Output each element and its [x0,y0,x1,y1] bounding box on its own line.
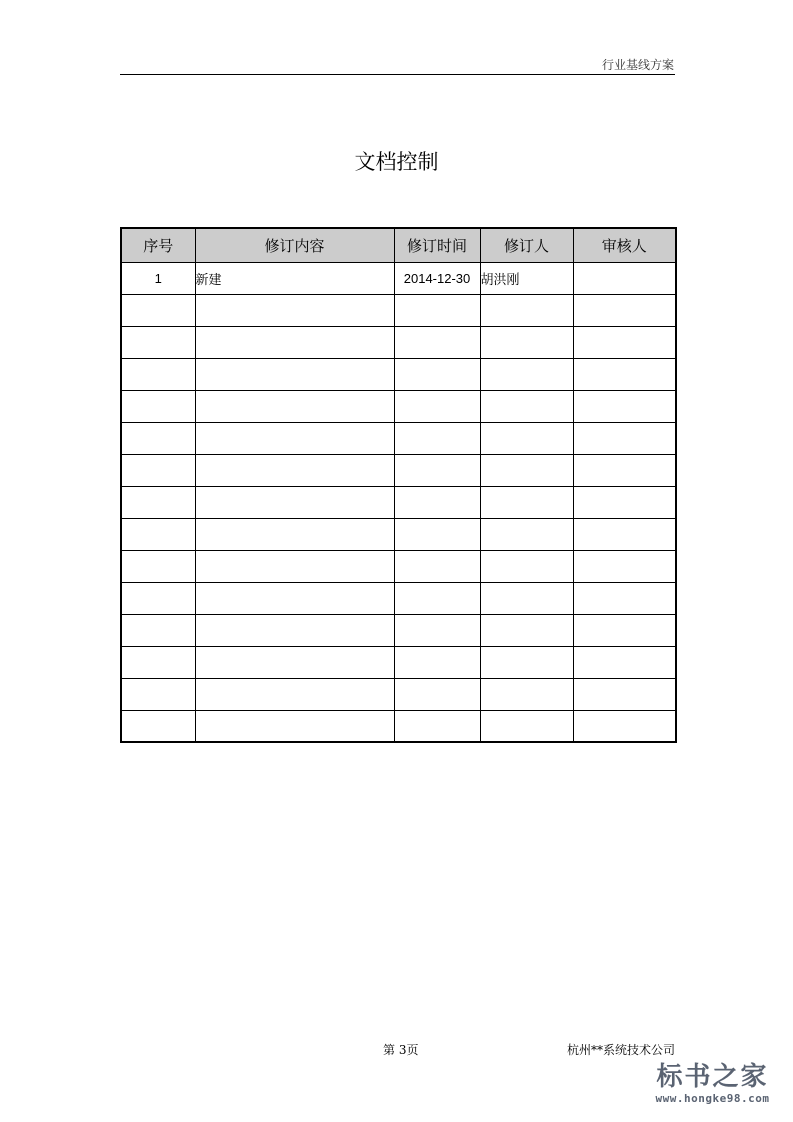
cell-reviewer [573,582,676,614]
cell-author [480,710,573,742]
cell-reviewer [573,390,676,422]
cell-time [394,646,480,678]
cell-no [121,710,195,742]
cell-no [121,486,195,518]
table-row [121,518,676,550]
cell-no [121,422,195,454]
cell-content [195,294,394,326]
cell-time [394,518,480,550]
cell-time [394,326,480,358]
cell-reviewer [573,614,676,646]
cell-no [121,294,195,326]
cell-no [121,358,195,390]
cell-author [480,422,573,454]
table-row [121,358,676,390]
cell-time [394,454,480,486]
cell-content [195,646,394,678]
table-row [121,390,676,422]
cell-content [195,454,394,486]
cell-content [195,326,394,358]
cell-reviewer [573,710,676,742]
revision-table [120,227,677,743]
cell-author [480,358,573,390]
header-rule [120,74,675,75]
cell-reviewer [573,326,676,358]
table-row [121,710,676,742]
watermark-text: 标书之家 [656,1062,769,1092]
cell-no [121,646,195,678]
cell-reviewer [573,262,676,294]
cell-time [394,678,480,710]
cell-content [195,710,394,742]
cell-time [394,614,480,646]
cell-time [394,294,480,326]
cell-author [480,646,573,678]
cell-author [480,614,573,646]
cell-no [121,678,195,710]
cell-no [121,326,195,358]
cell-reviewer [573,518,676,550]
cell-time [394,422,480,454]
cell-reviewer [573,422,676,454]
table-row [121,294,676,326]
running-header: 行业基线方案 [601,58,674,72]
table-row [121,582,676,614]
column-header-content: 修订内容 [195,228,394,262]
cell-no [121,518,195,550]
cell-content [195,486,394,518]
page-number: 第 3页 [383,1043,419,1057]
cell-content [195,518,394,550]
cell-content: 新建 [195,262,394,294]
cell-reviewer [573,486,676,518]
company-name: 杭州**系统技术公司 [567,1043,676,1057]
cell-no [121,614,195,646]
table-row [121,550,676,582]
cell-author [480,582,573,614]
cell-author [480,678,573,710]
table-header-row [121,228,676,262]
cell-author [480,294,573,326]
table-row [121,646,676,678]
cell-reviewer [573,454,676,486]
cell-content [195,582,394,614]
cell-time [394,486,480,518]
page-title: 文档控制 [354,150,439,174]
cell-reviewer [573,358,676,390]
cell-content [195,390,394,422]
cell-no: 1 [121,262,195,294]
cell-content [195,422,394,454]
cell-time [394,358,480,390]
cell-author [480,550,573,582]
cell-time [394,550,480,582]
cell-no [121,550,195,582]
table-row [121,454,676,486]
cell-no [121,582,195,614]
column-header-author: 修订人 [480,228,573,262]
watermark-logo [640,1062,785,1105]
table-row [121,326,676,358]
cell-time: 2014-12-30 [394,262,480,294]
cell-author: 胡洪刚 [480,262,573,294]
cell-time [394,710,480,742]
cell-time [394,582,480,614]
cell-content [195,614,394,646]
cell-author [480,486,573,518]
revision-table-body [121,262,676,742]
cell-author [480,518,573,550]
table-row [121,678,676,710]
cell-content [195,358,394,390]
column-header-time: 修订时间 [394,228,480,262]
cell-time [394,390,480,422]
cell-author [480,390,573,422]
cell-author [480,326,573,358]
cell-reviewer [573,678,676,710]
table-row [121,614,676,646]
column-header-no: 序号 [121,228,195,262]
cell-no [121,390,195,422]
cell-author [480,454,573,486]
cell-no [121,454,195,486]
watermark-url: www.hongke98.com [655,1092,770,1105]
cell-reviewer [573,646,676,678]
cell-content [195,550,394,582]
table-row [121,262,676,294]
cell-content [195,678,394,710]
cell-reviewer [573,550,676,582]
table-row [121,422,676,454]
column-header-reviewer: 审核人 [573,228,676,262]
cell-reviewer [573,294,676,326]
table-row [121,486,676,518]
